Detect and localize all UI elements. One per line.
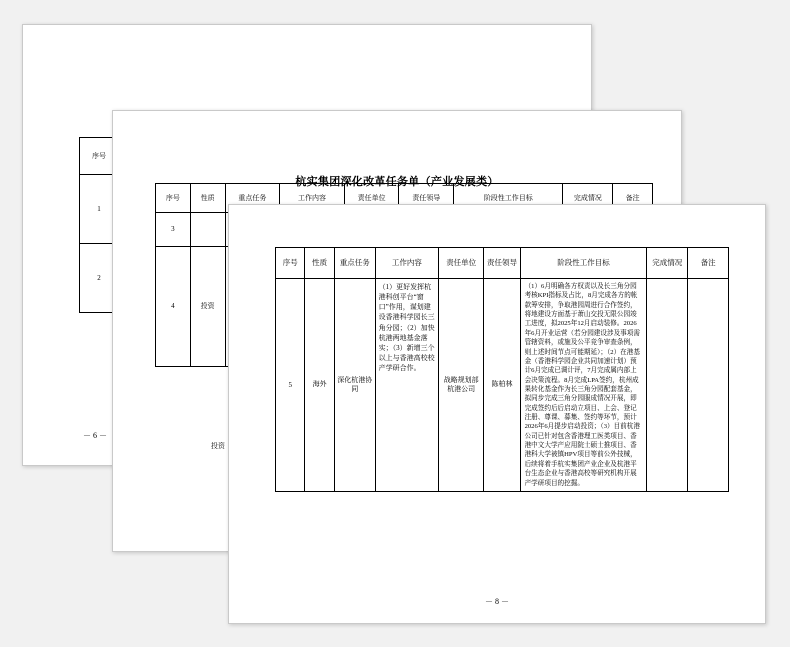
column-header-nature: 性质 xyxy=(305,248,334,279)
cell-seq: 5 xyxy=(276,279,305,492)
cell-responsible-unit: 战略规划部杭港公司 xyxy=(439,279,484,492)
cell-nature: 海外 xyxy=(305,279,334,492)
cell-responsible-leader: 陈柏林 xyxy=(484,279,520,492)
cell-work-content: （1）更好发挥杭港科创平台“窗口”作用，谋划建设香港科学园长三角分园；（2）加快杭港两地基金落实；（3）新增三个以上与香港高校校产学研合作。 xyxy=(375,279,438,492)
column-header-nature: 性质 xyxy=(190,184,225,213)
cell-seq: 2 xyxy=(80,244,119,313)
front-page-table xyxy=(275,247,729,492)
page-number-back: － 6 － xyxy=(83,431,107,440)
column-header-remark: 备注 xyxy=(613,184,653,213)
column-header-stage-goal: 阶段性工作目标 xyxy=(454,184,563,213)
front-page-table-wrapper xyxy=(275,247,729,492)
column-header-status: 完成情况 xyxy=(647,248,688,279)
column-header-remark: 备注 xyxy=(688,248,729,279)
column-header-key-task: 重点任务 xyxy=(334,248,375,279)
cell-seq: 3 xyxy=(156,213,191,247)
cell-status xyxy=(647,279,688,492)
column-header-seq: 序号 xyxy=(276,248,305,279)
cell-remark xyxy=(688,279,729,492)
document-page-front xyxy=(228,204,766,624)
column-header-seq: 序号 xyxy=(156,184,191,213)
column-header-stage-goal: 阶段性工作目标 xyxy=(520,248,647,279)
mid-nature-label: 投资 xyxy=(211,442,225,450)
table-row xyxy=(276,279,729,492)
column-header-work-content: 工作内容 xyxy=(375,248,438,279)
column-header-status: 完成情况 xyxy=(563,184,613,213)
cell-nature: 投资 xyxy=(190,247,225,367)
column-header-responsible-unit: 责任单位 xyxy=(439,248,484,279)
cell-nature xyxy=(190,213,225,247)
column-header-work-content: 工作内容 xyxy=(280,184,345,213)
column-header-responsible-unit: 责任单位 xyxy=(344,184,399,213)
document-title: 杭实集团深化改革任务单（产业发展类） xyxy=(295,176,499,188)
cell-stage-goal: （1）6月明确各方权责以及长三角分园考核KPI指标及占比，8月完成各方的帐款筹安排，争取港园周进行合作签约，将地建设方面基于萧山交投无限公园竣工进度，拟2025年12月启动装修。2026年6月开业运营（若分园建设涉及事项需管辖资料，或施及公平竞争审查条例，则上述时间节点可能期延）；（2）在港基金（香港科学园企业共同加速计划）预计6月完成已调计评，7月完成属内部上会决策流程。8月完成LPA签约，杭州成果转化基金作为长三角分园配套基金，拟同步完成三角分园服成情况开展，即完成签约后后启动立项目、上会、登记注册、尊课、募集、签约等环节，预计2026年6月提步启动投资；（3）目前杭港公司已针对包含香港理工医类项目、香港中文大学产应用院士硕士推项目、香港科大学被镇HPV项目等前公外技械，后续将着手杭实集团产业企业及杭港平台生态企业与香港高校等研究机构开展产学研项目的挖掘。 xyxy=(520,279,647,492)
page-number-front: － 8 － xyxy=(485,597,509,606)
cell-seq: 1 xyxy=(80,175,119,244)
table-header-row xyxy=(276,248,729,279)
cell-key-task: 深化杭港协同 xyxy=(334,279,375,492)
column-header-seq: 序号 xyxy=(80,138,119,175)
column-header-responsible-leader: 责任领导 xyxy=(399,184,454,213)
column-header-responsible-leader: 责任领导 xyxy=(484,248,520,279)
column-header-key-task: 重点任务 xyxy=(225,184,280,213)
cell-seq: 4 xyxy=(156,247,191,367)
